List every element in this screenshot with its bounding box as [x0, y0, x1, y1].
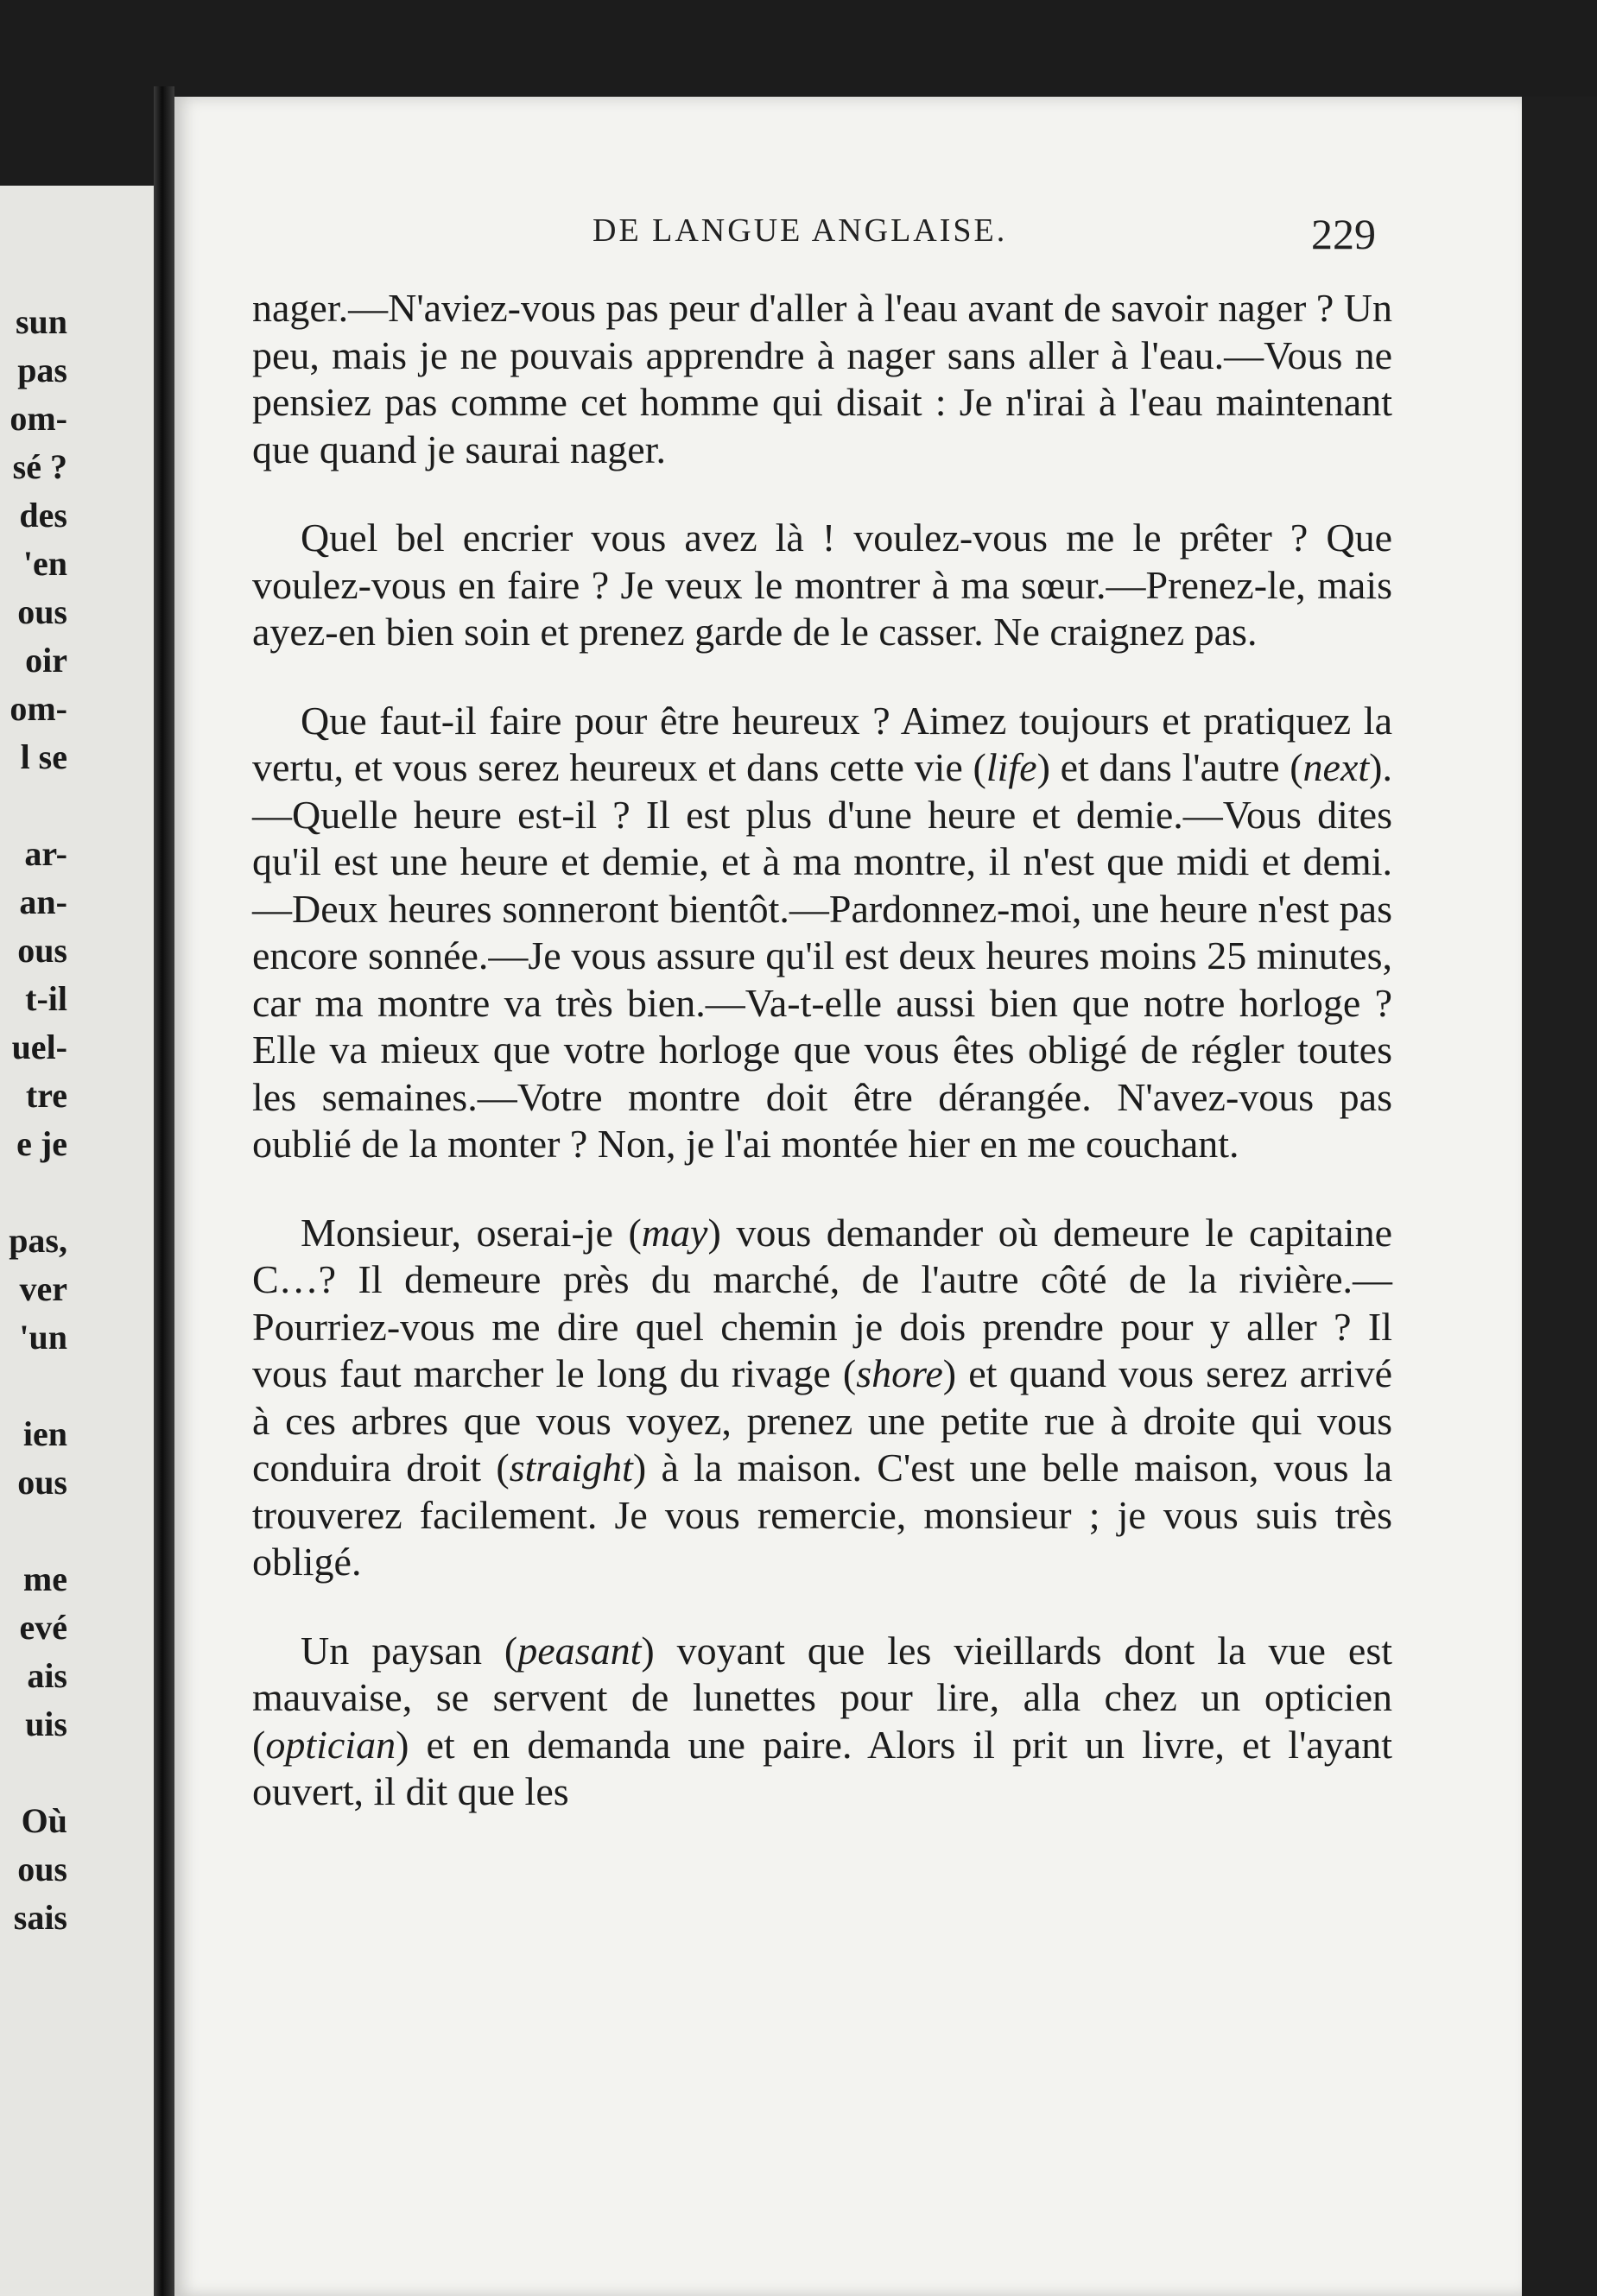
left-page-fragment: pas: [17, 351, 67, 389]
left-page-fragment: 'en: [22, 544, 67, 583]
left-page-fragment: [0, 781, 67, 830]
text-run: ) et en demanda une paire. Alors il prit un livre, et l'ayant ouvert, il dit que les: [252, 1722, 1392, 1813]
italic-gloss: life: [985, 745, 1037, 789]
right-margin: [1522, 97, 1597, 2296]
left-page-fragment: om-: [10, 399, 67, 438]
text-run: ) et dans l'autre (: [1036, 745, 1303, 789]
left-page-fragment: sais: [13, 1898, 67, 1937]
text-run: Un paysan (: [301, 1628, 518, 1673]
text-run: Que faut-il faire pour être heureux ? Aimez toujours et pratiquez la vertu, et vous serez heureux et dans cette vie (: [252, 698, 1392, 789]
text-run: ).—Quelle heure est-il ? Il est plus d'une heure et demie.—Vous dites qu'il est une heure et demie, et à ma montre, il n'est que midi et demi.—Deux heures sonneront bientôt.—Pardonnez-moi, une heure n'est pas encore sonnée.—Je vous assure qu'il est deux heures moins 25 minutes, car ma montre va très bien.—Va-t-elle aussi bien que notre horloge ? Elle va mieux que votre horloge que vous êtes obligé de régler toutes les semaines.—Votre montre doit être dérangée. N'avez-vous pas oublié de la monter ? Non, je l'ai montée hier en me couchant.: [252, 745, 1392, 1166]
text-run: ) et quand vous serez arrivé à ces arbres que vous voyez, prenez une petite rue à droite qui vous conduira droit (: [252, 1351, 1392, 1490]
text-run: Monsieur, oserai-je (: [301, 1210, 642, 1255]
left-page-fragment: uel-: [11, 1028, 67, 1066]
book-gutter: [154, 86, 174, 2296]
left-page-text-fragments: [0, 298, 67, 1942]
italic-gloss: straight: [509, 1445, 633, 1490]
left-page-fragment: ais: [27, 1656, 67, 1695]
body-text: [252, 285, 1392, 1816]
left-page-fragment: evé: [19, 1608, 67, 1647]
left-page-fragment: ous: [17, 592, 67, 631]
text-run: Quel bel encrier vous avez là ! voulez-vous me le prêter ? Que voulez-vous en faire ? Je veux le montrer à ma sœur.—Prenez-le, mais ayez-en bien soin et prenez garde de le casser. Ne craignez pas.: [252, 515, 1392, 654]
left-page-fragment: sé ?: [12, 447, 67, 486]
paragraph: [252, 515, 1392, 656]
page-number: 229: [1311, 210, 1376, 258]
left-page-fragment: des: [19, 496, 67, 534]
left-page-fragment: om-: [10, 689, 67, 728]
paragraph: [252, 1628, 1392, 1816]
running-head: DE LANGUE ANGLAISE.: [593, 212, 1008, 249]
text-run: nager.—N'aviez-vous pas peur d'aller à l'eau avant de savoir nager ? Un peu, mais je ne pouvais apprendre à nager sans aller à l'eau.—Vous ne pensiez pas comme cet homme qui disait : Je n'irai à l'eau maintenant que quand je saurai nager.: [252, 286, 1392, 471]
left-page-fragment: l se: [20, 737, 67, 776]
left-page-fragment: t-il: [25, 979, 67, 1018]
italic-gloss: peasant: [517, 1628, 642, 1673]
left-page-fragment: 'un: [19, 1318, 67, 1357]
paragraph: [252, 1210, 1392, 1586]
left-page-fragment: ous: [17, 1850, 67, 1888]
left-page-fragment: [0, 1168, 67, 1217]
italic-gloss: may: [641, 1210, 708, 1255]
left-page-fragment: Où: [21, 1801, 67, 1840]
left-page-edge: [0, 186, 154, 2296]
text-run: ) à la maison. C'est une belle maison, vous la trouverez facilement. Je vous remercie, monsieur ; je vous suis très obligé.: [252, 1445, 1392, 1584]
left-page-fragment: me: [22, 1559, 67, 1598]
left-page-fragment: ar-: [24, 834, 67, 873]
italic-gloss: shore: [856, 1351, 943, 1395]
left-page-fragment: [0, 1362, 67, 1410]
italic-gloss: optician: [265, 1722, 396, 1767]
left-page-fragment: tre: [25, 1076, 67, 1115]
left-page-fragment: [0, 1507, 67, 1555]
left-page-fragment: ous: [17, 931, 67, 970]
left-page-fragment: ver: [19, 1269, 67, 1308]
left-page-fragment: ous: [17, 1463, 67, 1502]
text-run: ) voyant que les vieillards dont la vue est mauvaise, se servent de lunettes pour lire, alla chez un opticien (: [252, 1628, 1392, 1767]
left-page-fragment: [0, 1749, 67, 1797]
left-page-fragment: oir: [25, 641, 67, 680]
left-page-fragment: an-: [19, 882, 67, 921]
left-page-fragment: pas,: [9, 1221, 67, 1260]
left-page-fragment: e je: [16, 1124, 67, 1163]
paragraph: [252, 285, 1392, 473]
italic-gloss: next: [1302, 745, 1370, 789]
text-run: ) vous demander où demeure le capitaine C…? Il demeure près du marché, de l'autre côté de la rivière.—Pourriez-vous me dire quel chemin je dois prendre pour y aller ? Il vous faut marcher le long du rivage (: [252, 1210, 1392, 1395]
paragraph: [252, 698, 1392, 1168]
left-page-fragment: ien: [22, 1414, 67, 1453]
left-page-fragment: uis: [25, 1705, 67, 1743]
left-page-fragment: sun: [15, 302, 67, 341]
